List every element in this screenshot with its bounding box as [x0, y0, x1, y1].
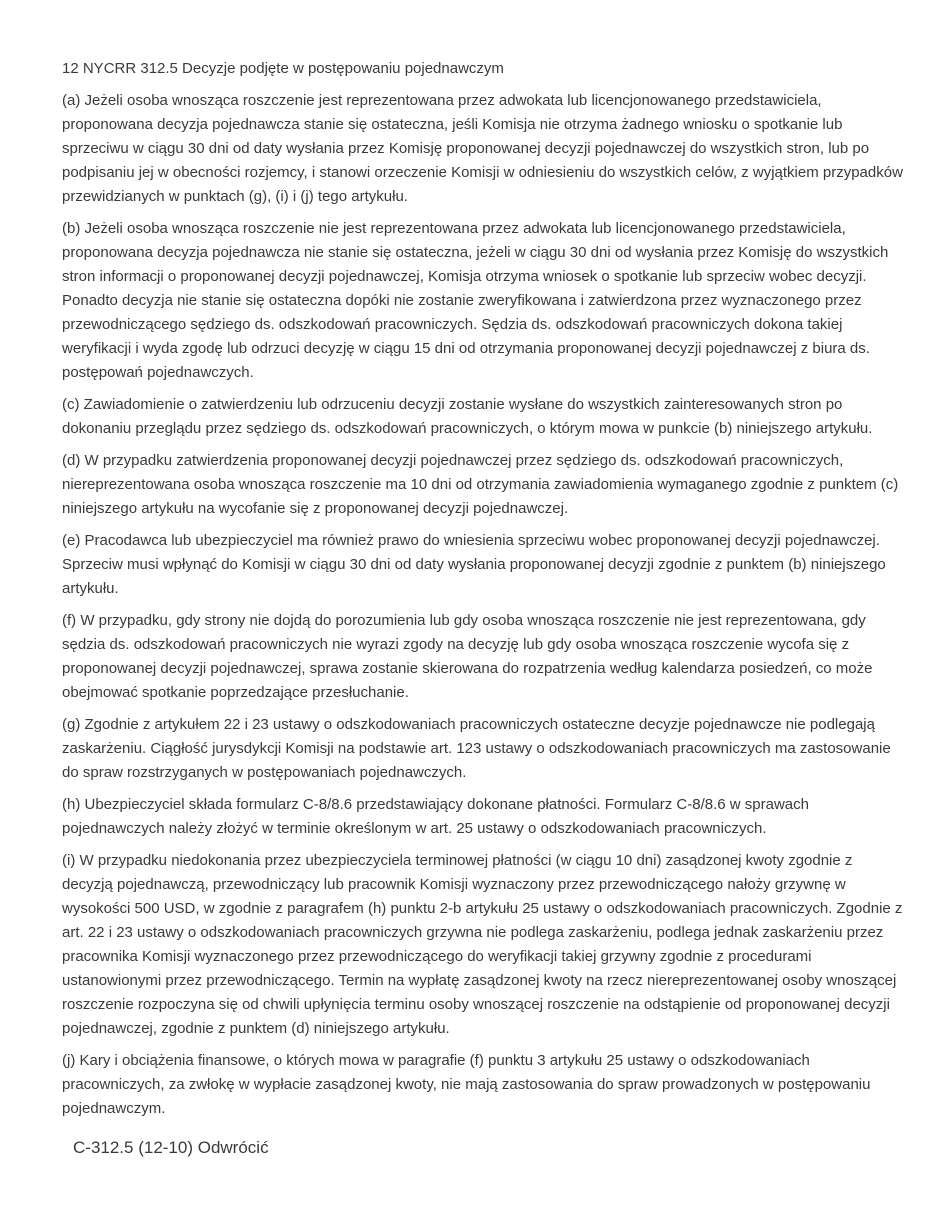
document-body	[62, 57, 905, 1161]
paragraph-d: (d) W przypadku zatwierdzenia proponowanej decyzji pojednawczej przez sędziego ds. odszkodowań pracowniczych, niereprezentowana osoba wnosząca roszczenie ma 10 dni od otrzymania zawiadomienia wymaganego zgodnie z punktem (c) niniejszego artykułu na wycofanie się z proponowanej decyzji pojednawczej.	[62, 452, 899, 517]
paragraph-i: (i) W przypadku niedokonania przez ubezpieczyciela terminowej płatności (w ciągu 10 dni) zasądzonej kwoty zgodnie z decyzją pojednawczą, przewodniczący lub pracownik Komisji wyznaczony przez przewodniczącego nałoży grzywnę w wysokości 500 USD, w zgodnie z paragrafem (h) punktu 2-b artykułu 25 ustawy o odszkodowaniach pracowniczych. Zgodnie z art. 22 i 23 ustawy o odszkodowaniach pracowniczych grzywna nie podlega zaskarżeniu, podlega jednak zaskarżeniu przez pracownika Komisji wyznaczonego przez przewodniczącego do weryfikacji takiej grzywny zgodnie z procedurami ustanowionymi przez przewodniczącego. Termin na wypłatę zasądzonej kwoty na rzecz niereprezentowanej osoby wnoszącej roszczenie rozpoczyna się od chwili upłynięcia terminu osoby wnoszącej roszczenie na odstąpienie od proponowanej decyzji pojednawczej, zgodnie z punktem (d) niniejszego artykułu.	[62, 852, 903, 1037]
paragraph-j: (j) Kary i obciążenia finansowe, o których mowa w paragrafie (f) punktu 3 artykułu 25 ustawy o odszkodowaniach pracowniczych, za zwłokę w wypłacie zasądzonej kwoty, nie mają zastosowania do spraw prowadzonych w postępowaniu pojednawczym.	[62, 1052, 871, 1117]
paragraph-f: (f) W przypadku, gdy strony nie dojdą do porozumienia lub gdy osoba wnosząca roszczenie nie jest reprezentowana, gdy sędzia ds. odszkodowań pracowniczych nie wyrazi zgody na decyzję lub gdy osoba wnosząca roszczenie wycofa się z proponowanej decyzji pojednawczej, sprawa zostanie skierowana do rozpatrzenia według kalendarza posiedzeń, co może obejmować spotkanie poprzedzające przesłuchanie.	[62, 612, 873, 701]
paragraph-c: (c) Zawiadomienie o zatwierdzeniu lub odrzuceniu decyzji zostanie wysłane do wszystkich zainteresowanych stron po dokonaniu przeglądu przez sędziego ds. odszkodowań pracowniczych, o którym mowa w punkcie (b) niniejszego artykułu.	[62, 396, 873, 437]
document-title: 12 NYCRR 312.5 Decyzje podjęte w postępowaniu pojednawczym	[62, 60, 504, 77]
paragraph-b: (b) Jeżeli osoba wnosząca roszczenie nie jest reprezentowana przez adwokata lub licencjonowanego przedstawiciela, proponowana decyzja pojednawcza nie stanie się ostateczna, jeżeli w ciągu 30 dni od wysłania przez Komisję do wszystkich stron informacji o proponowanej decyzji pojednawczej, Komisja otrzyma wniosek o spotkanie lub sprzeciw wobec decyzji. Ponadto decyzja nie stanie się ostateczna dopóki nie zostanie zweryfikowana i zatwierdzona przez wyznaczonego przez przewodniczącego sędziego ds. odszkodowań pracowniczych. Sędzia ds. odszkodowań pracowniczych dokona takiej weryfikacji i wyda zgodę lub odrzuci decyzję w ciągu 15 dni od otrzymania proponowanej decyzji pojednawczej z biura ds. postępowań pojednawczych.	[62, 220, 889, 381]
paragraph-g: (g) Zgodnie z artykułem 22 i 23 ustawy o odszkodowaniach pracowniczych ostateczne decyzje pojednawcze nie podlegają zaskarżeniu. Ciągłość jurysdykcji Komisji na podstawie art. 123 ustawy o odszkodowaniach pracowniczych ma zastosowanie do spraw rozstrzyganych w postępowaniach pojednawczych.	[62, 716, 891, 781]
paragraph-a: (a) Jeżeli osoba wnosząca roszczenie jest reprezentowana przez adwokata lub licencjonowanego przedstawiciela, proponowana decyzja pojednawcza stanie się ostateczna, jeśli Komisja nie otrzyma żadnego wniosku o spotkanie lub sprzeciwu w ciągu 30 dni od daty wysłania przez Komisję proponowanej decyzji pojednawczej do wszystkich stron, lub po podpisaniu jej w obecności rozjemcy, i stanowi orzeczenie Komisji w odniesieniu do wszystkich celów, z wyjątkiem przypadków przewidzianych w punktach (g), (i) i (j) tego artykułu.	[62, 92, 903, 205]
paragraph-h: (h) Ubezpieczyciel składa formularz C-8/8.6 przedstawiający dokonane płatności. Formularz C-8/8.6 w sprawach pojednawczych należy złożyć w terminie określonym w art. 25 ustawy o odszkodowaniach pracowniczych.	[62, 796, 809, 837]
form-number-footer: C-312.5 (12-10) Odwrócić	[73, 1138, 269, 1157]
paragraph-e: (e) Pracodawca lub ubezpieczyciel ma również prawo do wniesienia sprzeciwu wobec proponowanej decyzji pojednawczej. Sprzeciw musi wpłynąć do Komisji w ciągu 30 dni od daty wysłania proponowanej decyzji zgodnie z punktem (b) niniejszego artykułu.	[62, 532, 886, 597]
